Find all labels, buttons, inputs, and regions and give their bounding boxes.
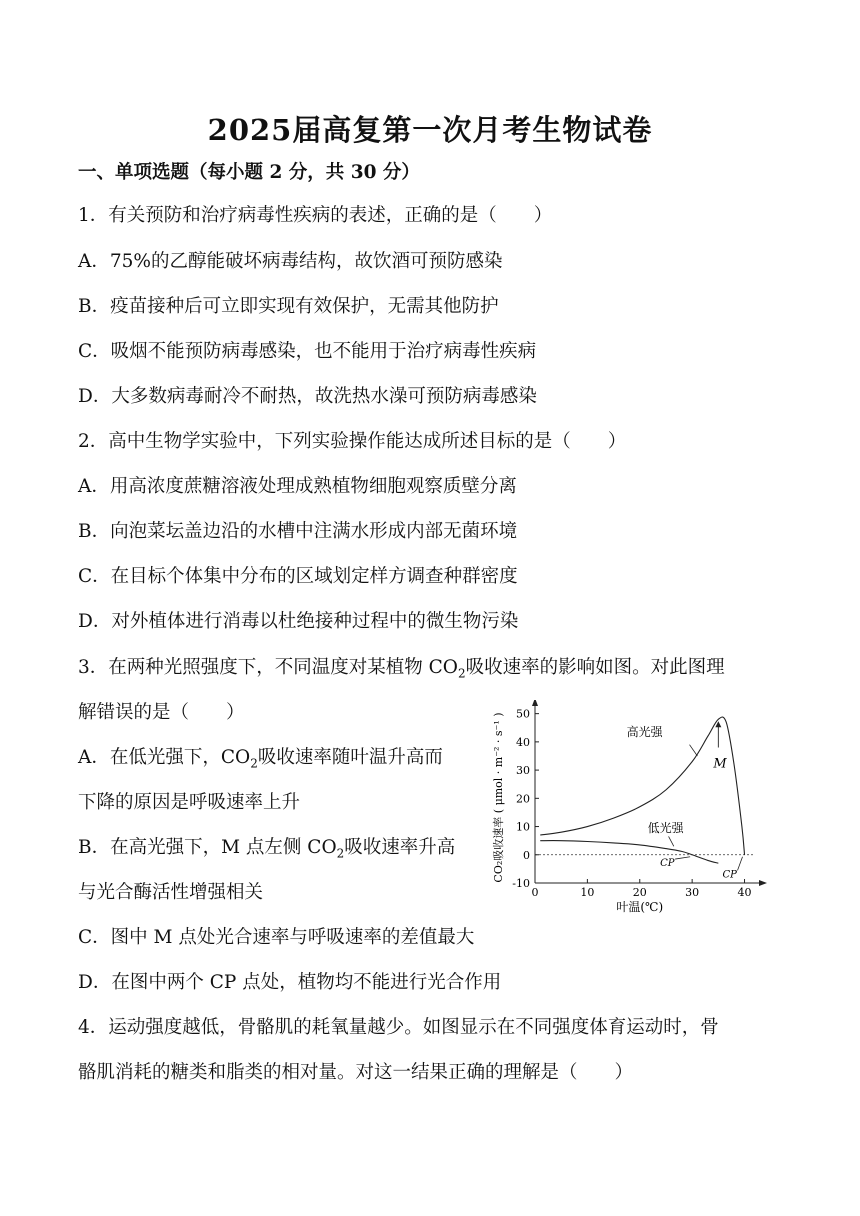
question-2-option-c: C．在目标个体集中分布的区域划定样方调查种群密度: [78, 566, 518, 587]
question-3-stem-line-1: [78, 655, 725, 687]
low-light-curve: [540, 841, 718, 864]
question-3-option-a-line-2: 下降的原因是呼吸速率上升: [78, 792, 301, 813]
y-tick-label: 0: [523, 848, 530, 862]
cp-point-arrow: [738, 857, 743, 871]
cp-point-label: CP: [722, 869, 737, 881]
question-2-option-d: D．对外植体进行消毒以杜绝接种过程中的微生物污染: [78, 611, 519, 632]
cp-point-label: CP: [660, 858, 675, 870]
x-tick-label: 40: [737, 886, 752, 899]
section-heading: 一、单项选题（每小题 2 分，共 30 分）: [78, 162, 420, 183]
y-tick-label: 30: [516, 764, 530, 778]
option-text: A．在低光强下，CO: [78, 747, 251, 768]
y-axis-arrow: [532, 700, 538, 706]
question-4-stem-line-2: 骼肌消耗的糖类和脂类的相对量。对这一结果正确的理解是（ ）: [78, 1062, 634, 1083]
cp-point-arrow: [675, 857, 690, 859]
question-2-option-a: A．用高浓度蔗糖溶液处理成熟植物细胞观察质壁分离: [78, 476, 517, 497]
question-3-option-a-line-1: [78, 745, 443, 777]
y-tick-label: 40: [516, 735, 530, 749]
stem-text: 吸收速率的影响如图。对此图理: [465, 657, 725, 678]
question-1-option-d: D．大多数病毒耐冷不耐热，故洗热水澡可预防病毒感染: [78, 386, 537, 407]
co2-absorption-chart: [488, 700, 773, 915]
option-text: 吸收速率升高: [344, 837, 456, 858]
m-point-label: M: [713, 756, 727, 772]
subscript: 2: [336, 846, 345, 861]
y-tick-label: -10: [512, 877, 530, 890]
question-1-option-c: C．吸烟不能预防病毒感染，也不能用于治疗病毒性疾病: [78, 341, 537, 362]
y-axis-label: CO₂吸收速率 ( μmol · m⁻² · s⁻¹ ): [492, 712, 505, 883]
subscript: 2: [457, 666, 466, 681]
question-3-option-b-line-1: [78, 835, 455, 867]
question-2-option-b: B．向泡菜坛盖边沿的水槽中注满水形成内部无菌环境: [78, 521, 518, 542]
question-1-option-a: A．75%的乙醇能破坏病毒结构，故饮酒可预防感染: [78, 251, 503, 272]
question-1-stem: 1．有关预防和治疗病毒性疾病的表述，正确的是（ ）: [78, 205, 553, 226]
exam-title: 2025届高复第一次月考生物试卷: [207, 113, 653, 147]
high-light-label: 高光强: [626, 725, 663, 740]
high-light-leader: [690, 745, 698, 756]
y-tick-label: 20: [516, 792, 530, 806]
question-3-option-c: C．图中 M 点处光合速率与呼吸速率的差值最大: [78, 927, 475, 948]
question-1-option-b: B．疫苗接种后可立即实现有效保护，无需其他防护: [78, 296, 499, 317]
question-3-option-b-line-2: 与光合酶活性增强相关: [78, 882, 264, 903]
y-tick-label: 10: [516, 820, 530, 834]
low-light-leader: [669, 836, 674, 846]
y-tick-label: 50: [516, 707, 530, 721]
x-tick-label: 20: [632, 886, 647, 899]
x-tick-label: 0: [531, 886, 539, 899]
x-tick-label: 30: [685, 886, 700, 899]
question-4-stem-line-1: 4．运动强度越低，骨骼肌的耗氧量越少。如图显示在不同强度体育运动时，骨: [78, 1017, 719, 1038]
question-3-option-d: D．在图中两个 CP 点处，植物均不能进行光合作用: [78, 972, 502, 993]
option-text: 吸收速率随叶温升高而: [257, 747, 443, 768]
stem-text: 3．在两种光照强度下，不同温度对某植物 CO: [78, 657, 458, 678]
question-2-stem: 2．高中生物学实验中，下列实验操作能达成所述目标的是（ ）: [78, 431, 627, 452]
x-tick-label: 10: [580, 886, 595, 899]
low-light-label: 低光强: [647, 821, 684, 836]
question-3-stem-line-2: 解错误的是（ ）: [78, 702, 245, 723]
option-text: B．在高光强下，M 点左侧 CO: [78, 837, 337, 858]
x-axis-arrow: [759, 880, 767, 886]
subscript: 2: [250, 756, 258, 771]
x-axis-label: 叶温(℃): [616, 900, 664, 914]
